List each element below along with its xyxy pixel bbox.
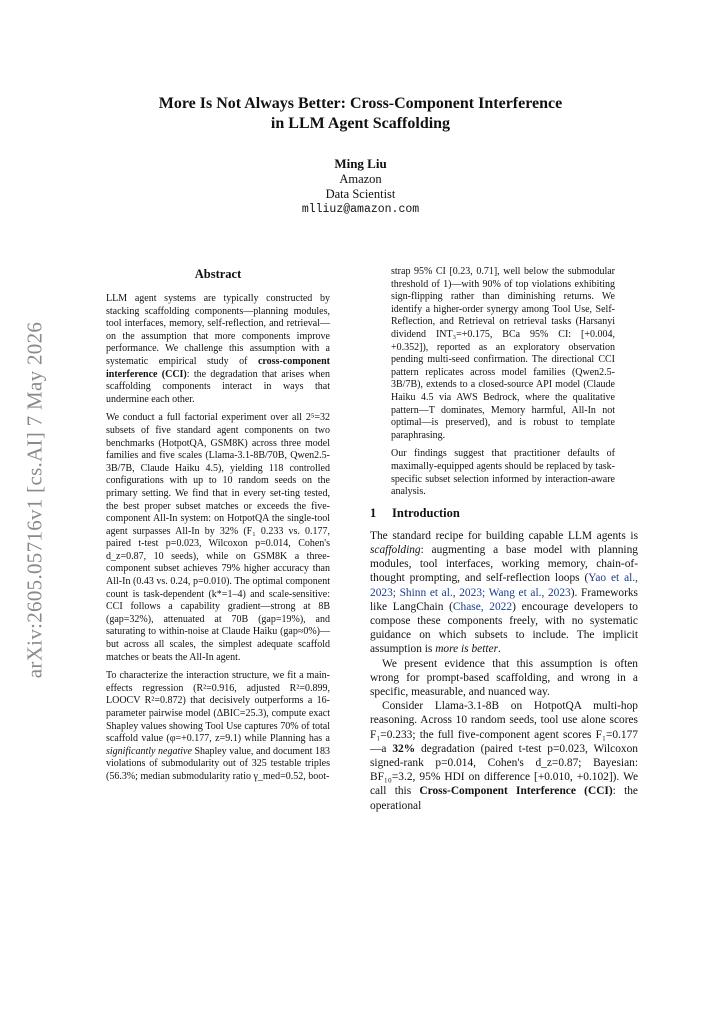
intro-text: : the operational <box>370 785 638 812</box>
intro-italic-term: more is better <box>435 643 499 656</box>
abstract-italic-term: significantly negative <box>106 745 192 757</box>
left-column <box>106 266 330 790</box>
title-line-1: More Is Not Always Better: Cross-Component Interference <box>158 95 563 112</box>
author-name: Ming Liu <box>334 156 387 171</box>
abstract-paragraph-3 <box>106 670 330 783</box>
intro-bold-term: Cross-Component Interference (CCI) <box>419 785 613 798</box>
abstract-text: Shapley value, and document 183 violations of submodularity out of 325 testable triples (56.3%; median submodularity ratio γ_med=0.52, boot- <box>106 745 330 782</box>
paper-title <box>100 94 621 134</box>
section-heading-introduction <box>370 505 638 521</box>
intro-text: ). Frameworks like LangChain ( <box>370 586 638 613</box>
intro-text: degradation (paired t-test p=0.023, Wilcoxon signed-rank p=0.014, Cohen's d_z=0.87; Bayesian: BF₁₀=3.2, 95% HDI on difference [+0.010, +0.102]). We call this <box>370 742 639 798</box>
abstract-paragraph-3-continued: strap 95% CI [0.23, 0.71], well below the submodular threshold of 1)—with 90% of top violations exhibiting sign-flipping rather than diminishing returns. We identify a higher-order synergy among Tool Use, Self-Reflection, and Retrieval on retrieval tasks (Harsanyi dividend INT₃=+0.175, BCa 95% CI: [+0.004, +0.352]), reported as an exploratory observation pending multi-seed confirmation. The directional CCI pattern replicates across model families (Qwen2.5-3B/7B), extends to a closed-source API model (Claude Haiku 4.5 via AWS Bedrock, where the qualitative pattern—T dominates, Memory harmful, All-In not optimal—is preserved), and is robust to template paraphrasing. <box>391 266 615 441</box>
citation-link[interactable]: Chase, 2022 <box>452 600 513 613</box>
right-column <box>370 266 638 813</box>
intro-text: : augmenting a base model with planning modules, tool interfaces, working memory, chain-of-thought prompting, and self-reflection loops ( <box>370 543 638 585</box>
citation-link[interactable]: Yao et al., 2023; Shinn et al., 2023; Wang et al., 2023 <box>370 572 638 599</box>
abstract-text: : the degradation that arises when scaffolding components interact in ways that undermine each other. <box>106 368 330 405</box>
author-email[interactable]: mlliuz@amazon.com <box>301 203 420 216</box>
intro-paragraph-1 <box>370 529 638 657</box>
title-line-2: in LLM Agent Scaffolding <box>270 115 451 132</box>
abstract-paragraph-2: We conduct a full factorial experiment over all 2⁵=32 subsets of five standard agent components on two benchmarks (HotpotQA, GSM8K) across three model families and five scales (Llama-3.1-8B/70B, Qwen2.5-3B/7B, Claude Haiku 4.5), yielding 118 controlled configurations with up to 10 random seeds on the primary setting. We find that in every set-ting tested, the best proper subset matches or exceeds the five-component All-In system: on HotpotQA the single-tool agent surpasses All-In by 32% (F₁ 0.233 vs. 0.177, paired t-test p=0.023, Wilcoxon p=0.014, Cohen's d_z=0.87, 10 seeds), while on GSM8K a three-component subset achieves 79% higher accuracy than All-In (0.43 vs. 0.24, p=0.010). The optimal component count is task-dependent (k*=1–4) and scale-sensitive: CCI follows a capability gradient—strong at 8B (gap=32%), attenuated at 70B (gap=19%), and saturating to within-noise at Claude Haiku (gap≈0%)—but across all scales, the simplest adequate scaffold matches or beats the All-In agent. <box>106 412 330 663</box>
abstract-bold-term: cross-component interference (CCI) <box>106 355 330 380</box>
section-number: 1 <box>370 505 377 520</box>
intro-paragraph-3 <box>370 699 638 813</box>
section-title: Introduction <box>392 505 460 520</box>
author-block <box>200 156 521 218</box>
author-affiliation: Amazon <box>339 172 382 186</box>
intro-text: . <box>498 643 501 656</box>
intro-italic-term: scaffolding <box>370 543 421 556</box>
intro-bold-term: 32% <box>392 742 416 755</box>
intro-paragraph-2: We present evidence that this assumption is often wrong for prompt-based scaffolding, and wrong in a specific, measurable, and nuanced way. <box>370 657 638 698</box>
abstract-text: To characterize the interaction structure, we fit a main-effects regression (R²=0.916, adjusted R²=0.899, LOOCV R²=0.872) that decisively outperforms a 16-parameter pairwise model (ΔBIC=25.3), compute exact Shapley values showing Tool Use captures 70% of total scaffold value (φ=+0.177, z=9.1) while Planning has a <box>106 670 330 745</box>
abstract-continued <box>370 266 615 499</box>
author-role: Data Scientist <box>325 187 396 201</box>
abstract-paragraph-4: Our findings suggest that practitioner defaults of maximally-equipped agents should be replaced by task-specific subset selection informed by interaction-aware analysis. <box>391 448 615 498</box>
abstract-paragraph-1 <box>106 293 330 406</box>
intro-text: ) encourage developers to compose these components freely, with no systematic guidance on which subsets to include. The implicit assumption is <box>370 600 638 656</box>
intro-text: Consider Llama-3.1-8B on HotpotQA multi-hop reasoning. Across 10 random seeds, tool use alone scores F₁=0.233; the full five-component agent scores F₁=0.177—a <box>370 700 638 755</box>
intro-text: The standard recipe for building capable LLM agents is <box>370 529 638 542</box>
arxiv-sidebar-stamp <box>20 300 50 700</box>
abstract-heading: Abstract <box>194 267 242 281</box>
arxiv-identifier[interactable]: arXiv:2605.05716v1 [cs.AI] 7 May 2026 <box>22 321 47 679</box>
abstract-text: LLM agent systems are typically constructed by stacking scaffolding components—planning modules, tool interfaces, memory, self-reflection, and retrieval—on the assumption that more components improve performance. We challenge this assumption with a systematic empirical study of <box>106 293 330 367</box>
